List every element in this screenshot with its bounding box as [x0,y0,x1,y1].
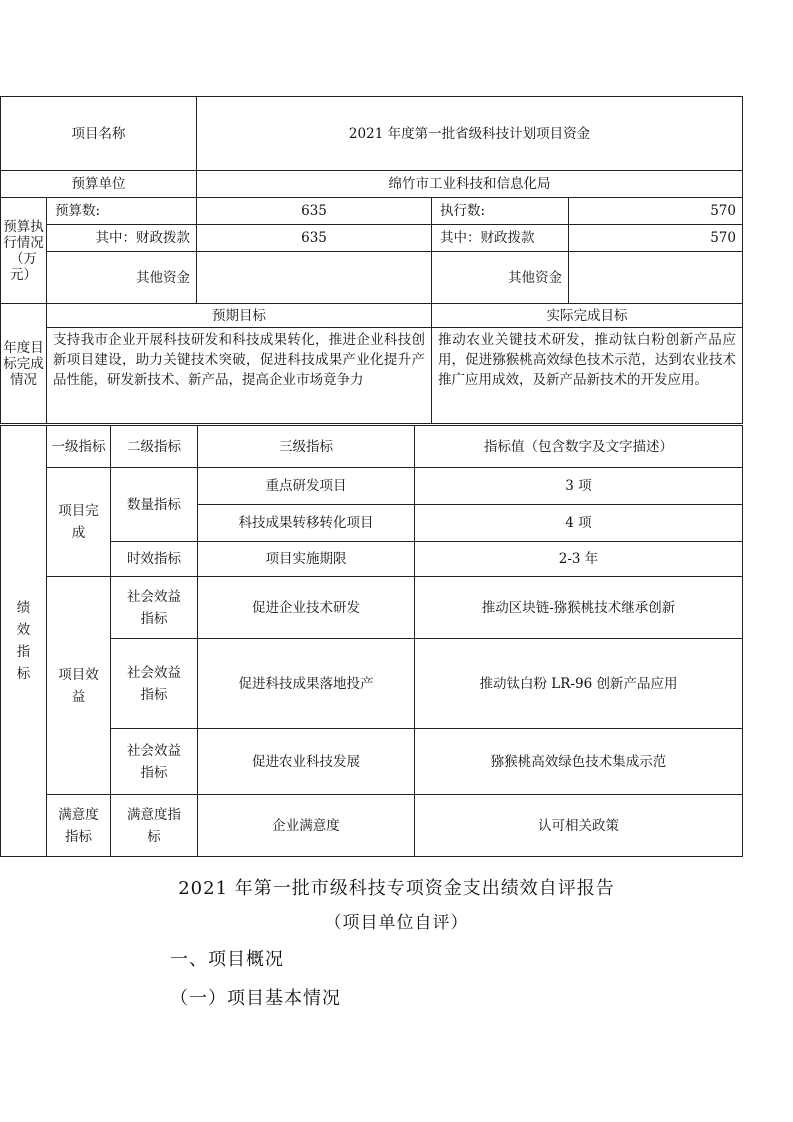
fiscal-budget-label: 其中：财政拨款 [47,225,197,252]
other-exec-label: 其他资金 [432,252,569,304]
output-label: 项目完成 [47,468,111,577]
indicators-side-label: 绩效指标 [1,426,47,857]
actual-goal-header: 实际完成目标 [432,304,743,328]
timeliness-row-name: 项目实施期限 [198,542,415,577]
level2-header: 二级指标 [111,426,198,468]
expected-goal-text: 支持我市企业开展科技研发和科技成果转化，推进企业科技创新项目建设，助力关键技术突破，促进科技成果产业化提升产品性能，研发新技术、新产品，提高企业市场竟争力 [47,328,432,424]
expected-goal-header: 预期目标 [47,304,432,328]
fiscal-exec-label: 其中：财政拨款 [432,225,569,252]
satisfaction-level1-label: 满意度指标 [47,795,111,857]
execution-amount-value: 570 [569,198,743,225]
report-subtitle: （项目单位自评） [324,913,469,933]
project-name-value: 2021 年度第一批省级科技计划项目资金 [197,97,743,171]
fiscal-budget-value: 635 [197,225,432,252]
budget-unit-label: 预算单位 [1,171,197,198]
other-funds-value [197,252,432,304]
satisfaction-level2-label: 满意度指标 [111,795,198,857]
budget-amount-label: 预算数: [47,198,197,225]
social-row3-value: 猕猴桃高效绿色技术集成示范 [415,729,743,795]
benefit-label: 项目效益 [47,577,111,795]
other-funds-label: 其他资金 [47,252,197,304]
social-row2-name: 促进科技成果落地投产 [198,639,415,729]
social-row2-value: 推动钛白粉 LR-96 创新产品应用 [415,639,743,729]
timeliness-indicator-label: 时效指标 [111,542,198,577]
other-exec-value [569,252,743,304]
social-row3-name: 促进农业科技发展 [198,729,415,795]
quantity-indicator-label: 数量指标 [111,468,198,542]
section-heading-1-1: （一）项目基本情况 [170,988,341,1009]
budget-unit-value: 绵竹市工业科技和信息化局 [197,171,743,198]
execution-amount-label: 执行数: [432,198,569,225]
report-title: 2021 年第一批市级科技专项资金支出绩效自评报告 [178,878,615,899]
social-indicator-label-3: 社会效益指标 [111,729,198,795]
actual-goal-text: 推动农业关键技术研发，推动钛白粉创新产品应用，促进猕猴桃高效绿色技术示范，达到农业技术推广应用成效，及新产品新技术的开发应用。 [432,328,743,424]
satisfaction-row-value: 认可相关政策 [415,795,743,857]
section-heading-1: 一、项目概况 [170,949,284,970]
value-header: 指标值（包含数字及文字描述） [415,426,743,468]
budget-amount-value: 635 [197,198,432,225]
quantity-row1-name: 重点研发项目 [198,468,415,505]
budget-side-label: 预算执行情况（万元） [1,198,47,304]
social-row1-name: 促进企业技术研发 [198,577,415,639]
project-name-label: 项目名称 [1,97,197,171]
level3-header: 三级指标 [198,426,415,468]
quantity-row1-value: 3 项 [415,468,743,505]
goals-side-label: 年度目标完成情况 [1,304,47,424]
level1-header: 一级指标 [47,426,111,468]
project-summary-table [0,96,743,424]
timeliness-row-value: 2-3 年 [415,542,743,577]
performance-indicator-table [0,425,743,857]
social-indicator-label-1: 社会效益指标 [111,577,198,639]
quantity-row2-name: 科技成果转移转化项目 [198,505,415,542]
social-row1-value: 推动区块链-猕猴桃技术继承创新 [415,577,743,639]
social-indicator-label-2: 社会效益指标 [111,639,198,729]
quantity-row2-value: 4 项 [415,505,743,542]
satisfaction-row-name: 企业满意度 [198,795,415,857]
fiscal-exec-value: 570 [569,225,743,252]
